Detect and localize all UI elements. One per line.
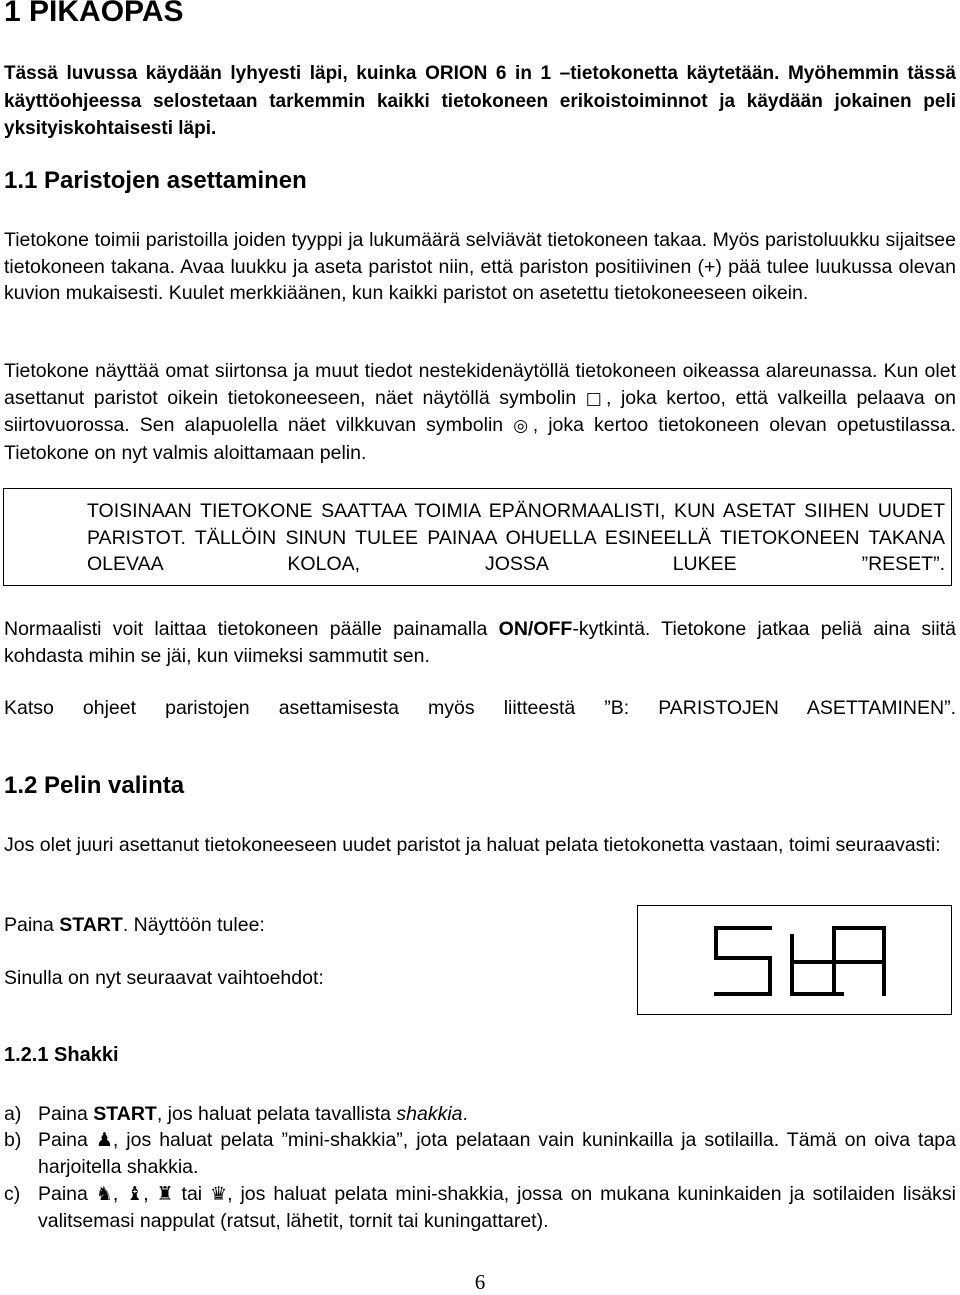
list-item [4, 1127, 956, 1183]
separator: tai [173, 1183, 211, 1205]
display-text-a: Tietokone näyttää omat siirtonsa ja muut tiedot nestekidenäytöllä tietokoneen oikeassa alareunassa. Kun olet asettanut paristot oikein tietokoneeseen, näet näytöllä symbolin [4, 360, 956, 409]
item-a-text-b: , jos haluat pelata tavallista [156, 1103, 397, 1125]
square-symbol-icon: □ [585, 388, 606, 409]
options-line: Sinulla on nyt seuraavat vaihtoehdot: [4, 967, 324, 989]
list-item-text [38, 1181, 956, 1234]
bishop-icon: ♝ [126, 1183, 144, 1205]
press-start-line [4, 912, 265, 939]
section-title-1-2: 1.2 Pelin valinta [4, 772, 185, 799]
item-b-text: Paina [38, 1129, 96, 1151]
circle-target-symbol-icon: ◎ [513, 416, 533, 436]
list-marker: a) [4, 1103, 22, 1125]
start-key: START [59, 914, 123, 936]
lcd-segment-readout [638, 906, 950, 1013]
section-title-1-2-1: 1.2.1 Shakki [4, 1044, 119, 1066]
appendix-reference: Katso ohjeet paristojen asettamisesta myös liitteestä ”B: PARISTOJEN ASETTAMINEN”. [4, 697, 956, 719]
warning-box [3, 488, 952, 586]
item-b-text-b: , jos haluat pelata ”mini-shakkia”, jota pelataan vain kuninkailla ja sotilailla. Tämä on oiva tapa harjoitella shakkia. [38, 1129, 956, 1178]
display-text-c: , joka kertoo tietokoneen olevan opetustilassa. Tietokone on nyt valmis aloittamaan pelin. [4, 414, 956, 464]
item-a-end: . [462, 1103, 468, 1125]
display-paragraph [4, 358, 956, 466]
item-a-text: Paina [38, 1103, 94, 1125]
lcd-char-s [716, 928, 770, 994]
warning-text: TOISINAAN TIETOKONE SAATTAA TOIMIA EPÄNORMAALISTI, KUN ASETAT SIIHEN UUDET PARISTOT. TÄLLÖIN SINUN TULEE PAINAA OHUELLA ESINEELLÄ TIETOKONEEN TAKANA OLEVAA KOLOA, JOSSA LUKEE ”RESET”. [87, 500, 945, 575]
chapter-title: 1 PIKAOPAS [4, 0, 184, 28]
list-item [4, 1181, 956, 1237]
separator: , [143, 1183, 157, 1205]
lcd-display [637, 905, 952, 1015]
separator: , [112, 1183, 127, 1205]
on-off-key: ON/OFF [498, 618, 573, 640]
rook-icon: ♜ [156, 1183, 174, 1205]
knight-icon: ♞ [95, 1183, 113, 1205]
game-select-paragraph: Jos olet juuri asettanut tietokoneeseen uudet paristot ja haluat pelata tietokonetta vastaan, toimi seuraavasti: [4, 834, 941, 856]
list-marker: b) [4, 1129, 22, 1151]
press-text-a: Paina [4, 914, 60, 936]
list-item-text [38, 1127, 956, 1180]
power-text-b: -kytkintä. Tietokone jatkaa peliä aina siitä kohdasta mihin se jäi, kun viimeksi sammutit sen. [4, 618, 956, 667]
intro-paragraph: Tässä luvussa käydään lyhyesti läpi, kuinka ORION 6 in 1 –tietokonetta käytetään. Myöhemmin tässä käyttöohjeessa selostetaan tarkemmin kaikki tietokoneen erikoistoiminnot ja käydään jokainen peli yksityiskohtaisesti läpi. [4, 63, 956, 139]
power-text-a: Normaalisti voit laittaa tietokoneen päälle painamalla [4, 618, 499, 640]
queen-icon: ♛ [210, 1183, 228, 1205]
battery-paragraph: Tietokone toimii paristoilla joiden tyyppi ja lukumäärä selviävät tietokoneen takaa. Myös paristoluukku sijaitsee tietokoneen takana. Avaa luukku ja aseta paristot niin, että pariston positiivinen (+) pää tulee luukussa olevan kuvion mukaisesti. Kuulet merkkiäänen, kun kaikki paristot on asetettu tietokoneeseen oikein. [4, 229, 956, 304]
page-number: 6 [474, 1270, 486, 1294]
power-paragraph [4, 616, 956, 669]
press-text-b: . Näyttöön tulee: [122, 914, 265, 936]
chess-term: shakkia [396, 1103, 463, 1125]
section-title-1-1: 1.1 Paristojen asettaminen [4, 167, 307, 194]
item-c-text-b: , jos haluat pelata mini-shakkia, jossa on mukana kuninkaiden ja sotilaiden lisäksi valitsemasi nappulat (ratsut, lähetit, tornit tai kuningattaret). [38, 1183, 956, 1232]
item-c-text: Paina [38, 1183, 96, 1205]
list-marker: c) [4, 1183, 21, 1205]
list-item-text [38, 1101, 956, 1128]
pawn-icon: ♟ [95, 1129, 113, 1151]
display-text-b: , joka kertoo, että valkeilla pelaava on siirtovuorossa. Sen alapuolella näet vilkkuvan symbolin [4, 386, 957, 436]
start-key: START [93, 1103, 157, 1125]
